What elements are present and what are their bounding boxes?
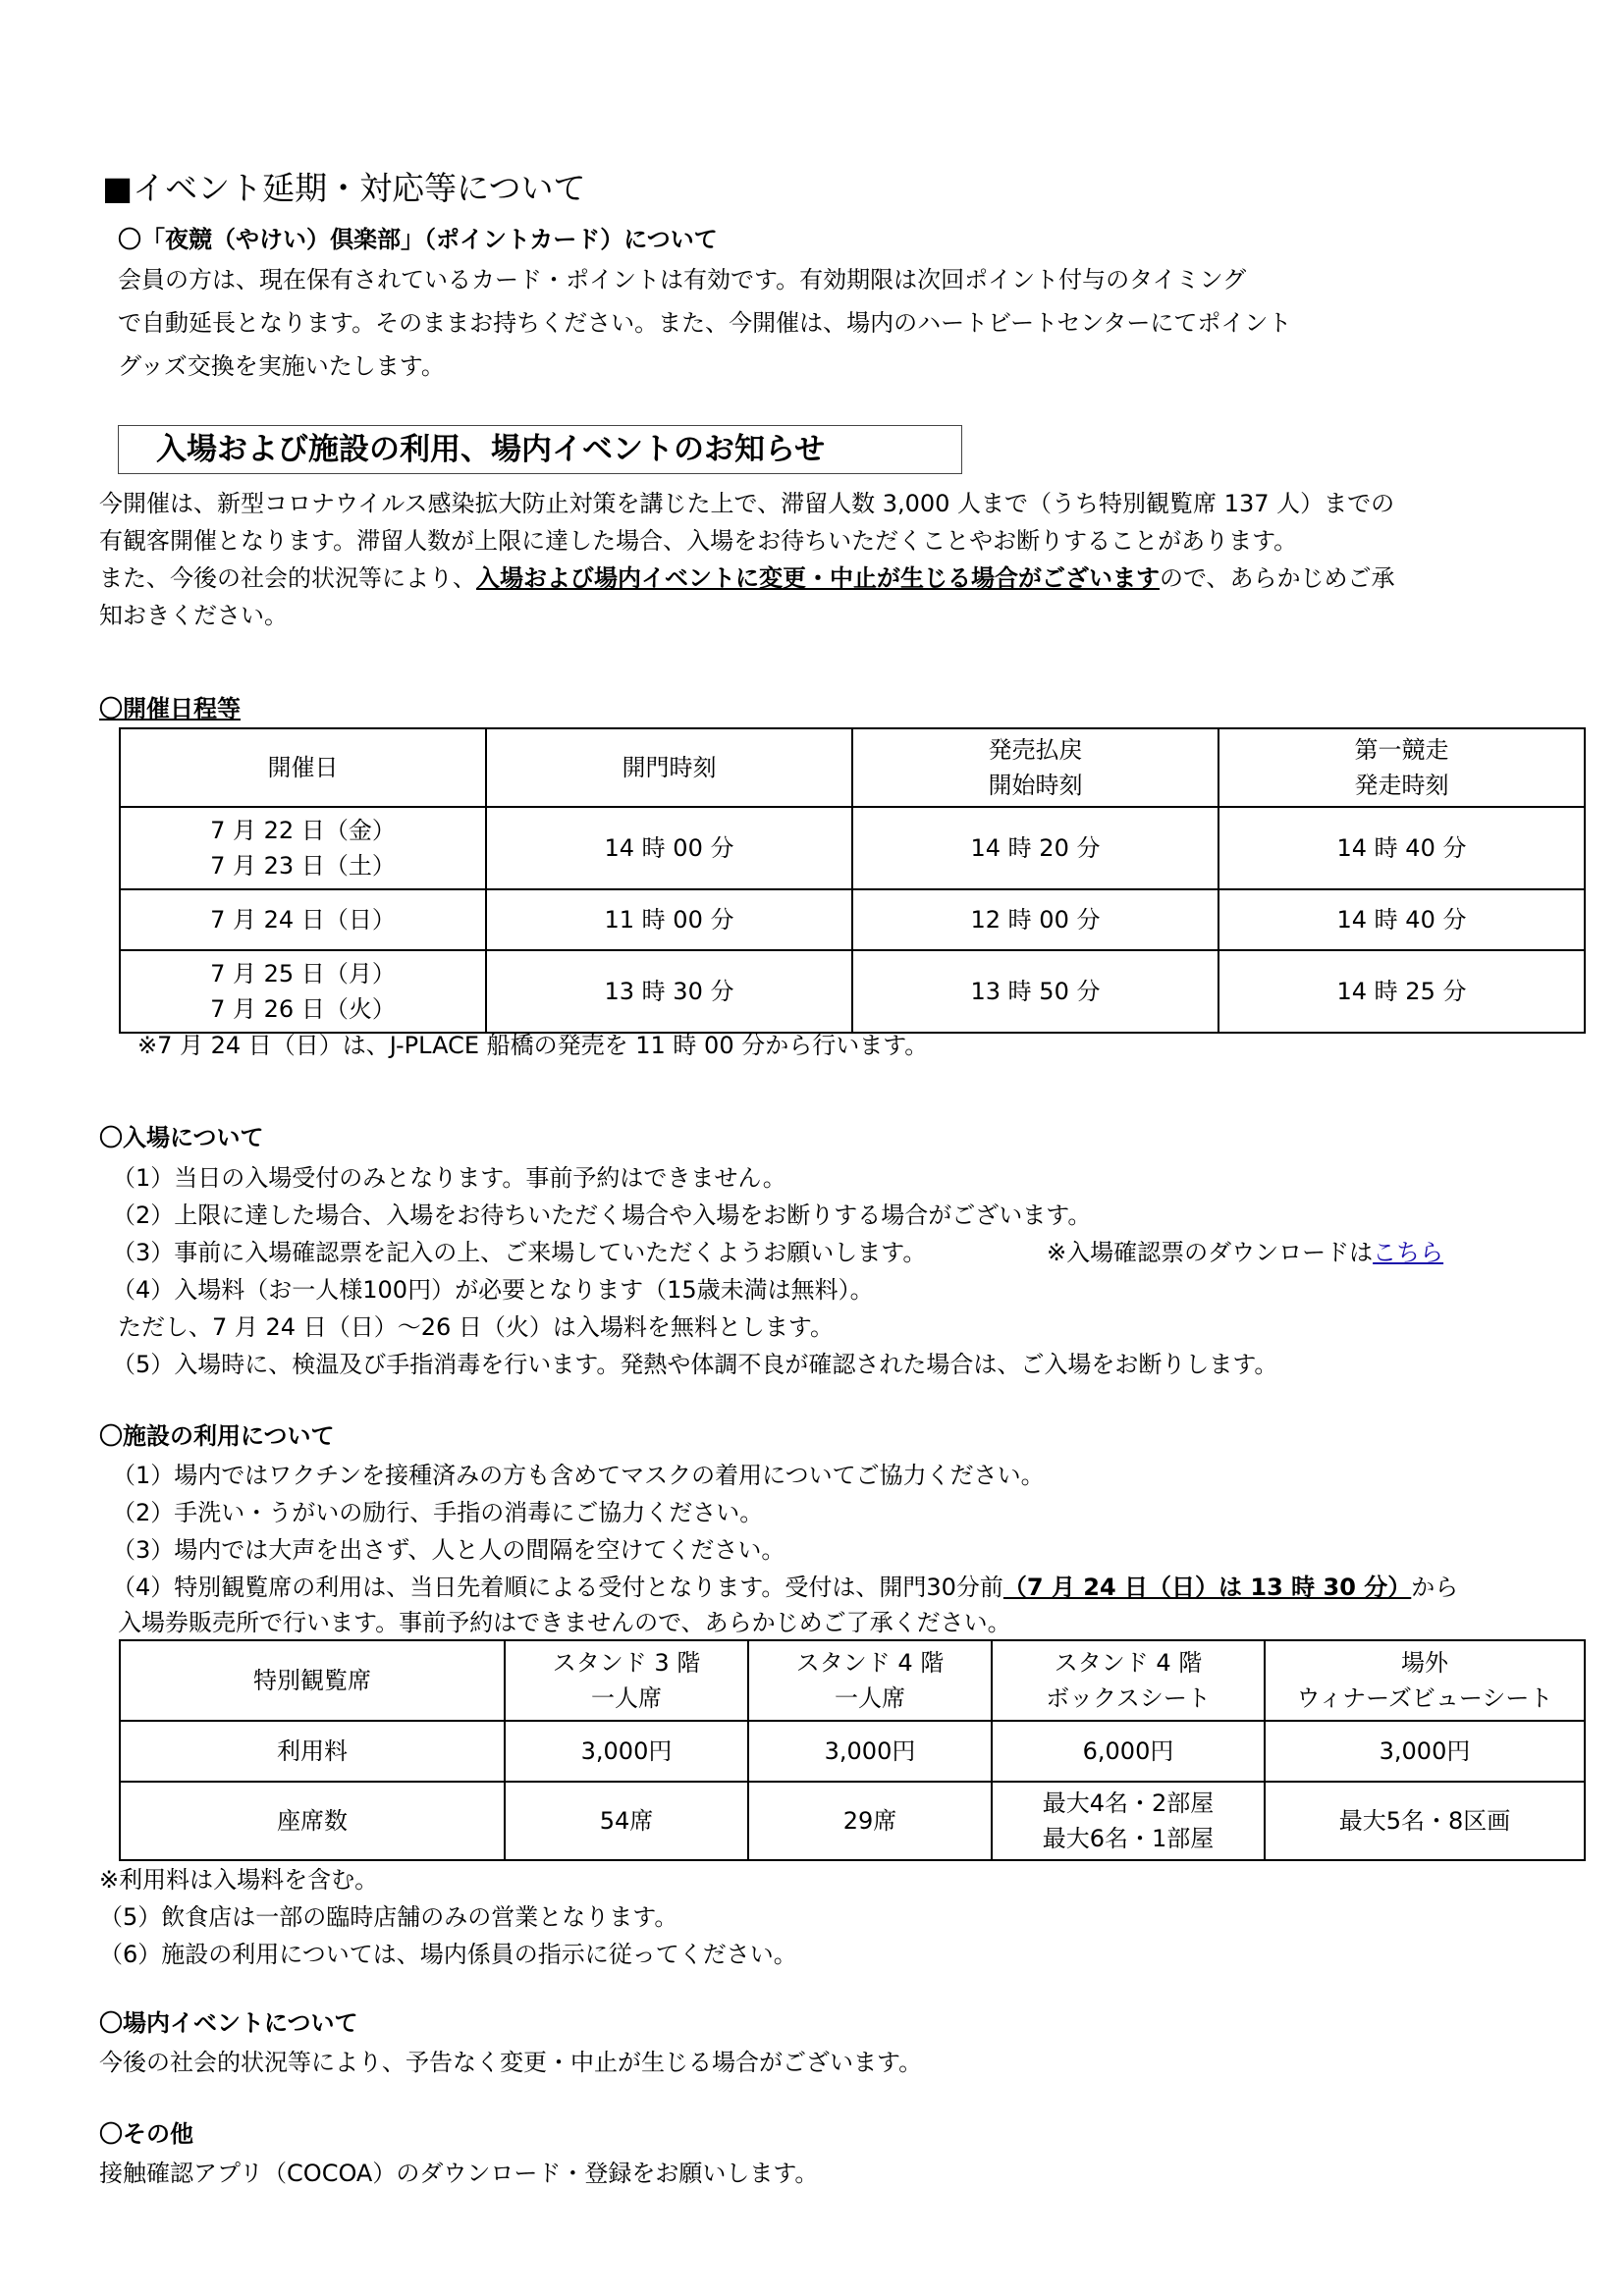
seats-header-winners [1265,1640,1585,1721]
header-race-line-2: 発走時刻 [1354,772,1449,799]
first-race-cell: 14 時 40 分 [1218,807,1585,889]
gate-open-cell: 14 時 00 分 [486,807,852,889]
facility-line-6: （6）施設の利用については、場内係員の指示に従ってください。 [99,1941,797,1968]
fee-cell: 6,000円 [992,1721,1265,1782]
stand3-line-2: 一人席 [591,1684,662,1712]
facility-heading: 〇施設の利用について [99,1422,335,1450]
date-line-2: 7 月 23 日（土） [210,852,396,880]
subheading-point-card: 〇「夜競（やけい）倶楽部」（ポイントカード）について [118,226,718,253]
notice-line-3-pre: また、今後の社会的状況等により、 [99,564,476,592]
header-race-line-1: 第一競走 [1354,736,1449,764]
table-row [120,1782,1585,1860]
point-card-line-2: で自動延長となります。そのままお持ちください。また、今開催は、場内のハートビートセンターにてポイント [118,309,1292,337]
stand4-line-2: 一人席 [835,1684,905,1712]
facility-line-3: （3）場内では大声を出さず、人と人の間隔を空けてください。 [112,1536,785,1564]
gate-open-cell: 11 時 00 分 [486,889,852,950]
entry-line-2: （2）上限に達した場合、入場をお待ちいただく場合や入場をお断りする場合がございます。 [112,1201,1092,1229]
table-row [120,950,1585,1033]
facility-line-4 [112,1569,1458,1606]
header-gate-open: 開門時刻 [486,728,852,807]
facility-line-2: （2）手洗い・うがいの励行、手指の消毒にご協力ください。 [112,1499,764,1526]
count-cell: 29席 [748,1782,992,1860]
notice-line-3-post: ので、あらかじめご承 [1160,564,1395,592]
download-note-text: ※入場確認票のダウンロードは [1047,1239,1374,1266]
fee-cell: 3,000円 [748,1721,992,1782]
seats-header-row [120,1640,1585,1721]
date-cell [120,807,486,889]
fee-cell: 3,000円 [505,1721,748,1782]
sales-start-cell: 14 時 20 分 [852,807,1218,889]
notice-line-3-emphasis: 入場および場内イベントに変更・中止が生じる場合がございます [476,564,1160,592]
count-cell: 最大5名・8区画 [1265,1782,1585,1860]
other-text: 接触確認アプリ（COCOA）のダウンロード・登録をお願いします。 [99,2160,819,2187]
facility-line-4-emphasis: （7 月 24 日（日）は 13 時 30 分） [1002,1574,1412,1601]
seats-header-box [992,1640,1265,1721]
event-text: 今後の社会的状況等により、予告なく変更・中止が生じる場合がございます。 [99,2049,923,2076]
header-sales-line-2: 開始時刻 [988,772,1083,799]
notice-line-4: 知おきください。 [99,602,288,629]
entry-download-note [1047,1234,1443,1271]
entry-heading: 〇入場について [99,1124,264,1151]
entry-line-4: （4）入場料（お一人様100円）が必要となります（15歳未満は無料）。 [112,1276,874,1304]
header-first-race [1218,728,1585,807]
entry-line-5: （5）入場時に、検温及び手指消毒を行います。発熱や体調不良が確認された場合は、ご入場をお断りします。 [112,1351,1278,1378]
table-row [120,807,1585,889]
header-sales [852,728,1218,807]
entry-line-3: （3）事前に入場確認票を記入の上、ご来場していただくようお願いします。 [112,1239,927,1266]
notice-line-3 [99,560,1395,597]
schedule-table [119,727,1586,1034]
download-link[interactable]: こちら [1373,1239,1444,1266]
entry-line-4b: ただし、7 月 24 日（日）～26 日（火）は入場料を無料とします。 [118,1313,834,1341]
sales-start-cell: 12 時 00 分 [852,889,1218,950]
point-card-line-1: 会員の方は、現在保有されているカード・ポイントは有効です。有効期限は次回ポイント付与のタイミング [118,266,1247,294]
event-heading: 〇場内イベントについて [99,2009,358,2037]
special-seats-table [119,1639,1586,1861]
table-row [120,889,1585,950]
facility-line-5: （5）飲食店は一部の臨時店舗のみの営業となります。 [99,1903,678,1931]
header-date: 開催日 [120,728,486,807]
seats-header-stand4 [748,1640,992,1721]
header-sales-line-1: 発売払戻 [988,736,1083,764]
winners-line-1: 場外 [1401,1649,1448,1677]
gate-open-cell: 13 時 30 分 [486,950,852,1033]
entry-line-1: （1）当日の入場受付のみとなります。事前予約はできません。 [112,1164,786,1192]
date-line-1: 7 月 22 日（金） [210,817,396,844]
schedule-note: ※7 月 24 日（日）は、J-PLACE 船橋の発売を 11 時 00 分から行います。 [137,1032,929,1059]
date-cell [120,950,486,1033]
point-card-line-3: グッズ交換を実施いたします。 [118,352,445,380]
first-race-cell: 14 時 40 分 [1218,889,1585,950]
notice-line-2: 有観客開催となります。滞留人数が上限に達した場合、入場をお待ちいただくことやお断りすることがあります。 [99,527,1298,555]
facility-line-4-pre: （4）特別観覧席の利用は、当日先着順による受付となります。受付は、開門30分前 [112,1574,1003,1601]
first-race-cell: 14 時 25 分 [1218,950,1585,1033]
count-box-line-2: 最大6名・1部屋 [1042,1825,1215,1852]
date-cell: 7 月 24 日（日） [120,889,486,950]
stand3-line-1: スタンド 3 階 [552,1649,701,1677]
sales-start-cell: 13 時 50 分 [852,950,1218,1033]
schedule-header-row [120,728,1585,807]
seats-header-title: 特別観覧席 [120,1640,505,1721]
fee-note: ※利用料は入場料を含む。 [99,1866,379,1894]
date-line-2: 7 月 26 日（火） [210,995,396,1023]
count-cell: 54席 [505,1782,748,1860]
box-line-1: スタンド 4 階 [1054,1649,1203,1677]
count-cell [992,1782,1265,1860]
fee-cell: 3,000円 [1265,1721,1585,1782]
stand4-line-1: スタンド 4 階 [795,1649,945,1677]
section-heading-event-postpone: ■イベント延期・対応等について [102,169,586,207]
count-box-line-1: 最大4名・2部屋 [1042,1789,1215,1817]
schedule-heading: 〇開催日程等 [99,695,241,722]
date-line-1: 7 月 25 日（月） [210,960,396,988]
facility-line-1: （1）場内ではワクチンを接種済みの方も含めてマスクの着用についてご協力ください。 [112,1462,1045,1489]
other-heading: 〇その他 [99,2120,193,2148]
notice-line-1: 今開催は、新型コロナウイルス感染拡大防止対策を講じた上で、滞留人数 3,000 人まで（うち特別観覧席 137 人）までの [99,490,1395,517]
fee-label: 利用料 [120,1721,505,1782]
winners-line-2: ウィナーズビューシート [1296,1684,1553,1712]
box-line-2: ボックスシート [1046,1684,1211,1712]
seats-header-stand3 [505,1640,748,1721]
table-row [120,1721,1585,1782]
notice-title-box: 入場および施設の利用、場内イベントのお知らせ [118,425,962,474]
facility-line-4b: 入場券販売所で行います。事前予約はできませんので、あらかじめご了承ください。 [118,1609,1011,1636]
count-label: 座席数 [120,1782,505,1860]
facility-line-4-post: から [1411,1574,1459,1601]
